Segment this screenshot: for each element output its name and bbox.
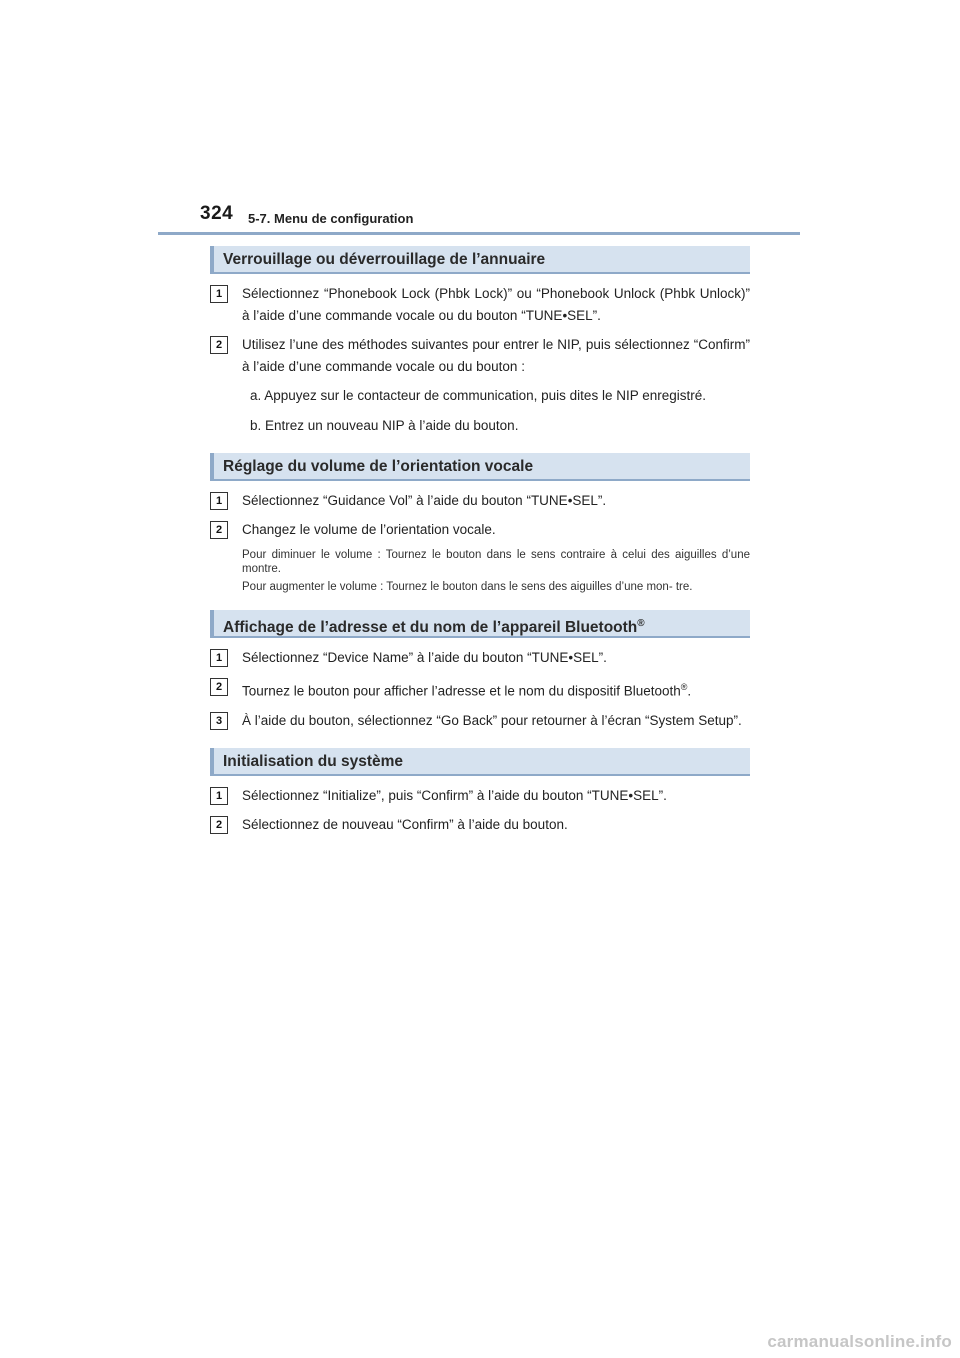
step-text: Sélectionnez “Guidance Vol” à l’aide du bouton “TUNE•SEL”. [242,493,607,508]
watermark: carmanualsonline.info [767,1332,952,1351]
step [210,814,750,836]
section-title-text: Réglage du volume de l’orientation vocale [223,458,534,475]
sub-item: a. Appuyez sur le contacteur de communication, puis dites le NIP enregistré. [250,388,706,403]
section-title [210,453,750,481]
section-title-text: Verrouillage ou déverrouillage de l’annuaire [223,251,546,268]
step-number: 1 [210,787,228,805]
step-number: 1 [210,649,228,667]
step [210,710,750,732]
section-phonebook-lock [210,246,750,437]
section-title-text: Affichage de l’adresse et du nom de l’appareil Bluetooth [223,619,638,637]
section-title [210,610,750,638]
section-title [210,246,750,274]
step-number: 3 [210,712,228,730]
note: Pour diminuer le volume : Tournez le bouton dans le sens contraire à celui des aiguilles d’une montre. [242,549,750,575]
step-number: 2 [210,521,228,539]
step [210,676,750,703]
section-bluetooth-device [210,610,750,732]
step-number: 2 [210,336,228,354]
page-content [210,246,750,852]
step [210,647,750,669]
step-number: 1 [210,492,228,510]
header-rule [158,232,800,235]
step-text: Sélectionnez “Phonebook Lock (Phbk Lock)” ou “Phonebook Unlock (Phbk Unlock)” à l’aide d’une commande vocale ou du bouton “TUNE•SEL”. [242,286,750,323]
step-text: À l’aide du bouton, sélectionnez “Go Back” pour retourner à l’écran “System Setup”. [242,712,742,728]
step-text: Sélectionnez “Initialize”, puis “Confirm” à l’aide du bouton “TUNE•SEL”. [242,787,667,803]
note: Pour augmenter le volume : Tournez le bouton dans le sens des aiguilles d’une mon- tre. [242,581,693,593]
step-number: 2 [210,678,228,696]
step [210,785,750,807]
step-number: 2 [210,816,228,834]
section-title [210,748,750,776]
step [210,283,750,327]
step [210,334,750,378]
page-number: 324 [200,203,234,224]
step-text: Tournez le bouton pour afficher l’adresse et le nom du dispositif Bluetooth [242,683,681,699]
step-text: Changez le volume de l’orientation vocale. [242,522,496,537]
registered-mark: ® [637,618,645,629]
step [210,519,750,541]
sub-item: b. Entrez un nouveau NIP à l’aide du bouton. [250,418,519,433]
registered-mark: ® [680,682,688,692]
step-number: 1 [210,285,228,303]
step [210,490,750,512]
step-text: Sélectionnez de nouveau “Confirm” à l’aide du bouton. [242,816,568,832]
section-guidance-volume [210,453,750,594]
chapter-title: 5-7. Menu de configuration [248,211,414,226]
step-text-tail: . [687,683,692,699]
section-system-initialize [210,748,750,836]
step-text: Utilisez l’une des méthodes suivantes pour entrer le NIP, puis sélectionnez “Confirm” à l’aide d’une commande vocale ou du bouton : [242,337,750,374]
section-title-text: Initialisation du système [223,752,404,770]
step-text: Sélectionnez “Device Name” à l’aide du bouton “TUNE•SEL”. [242,650,607,665]
